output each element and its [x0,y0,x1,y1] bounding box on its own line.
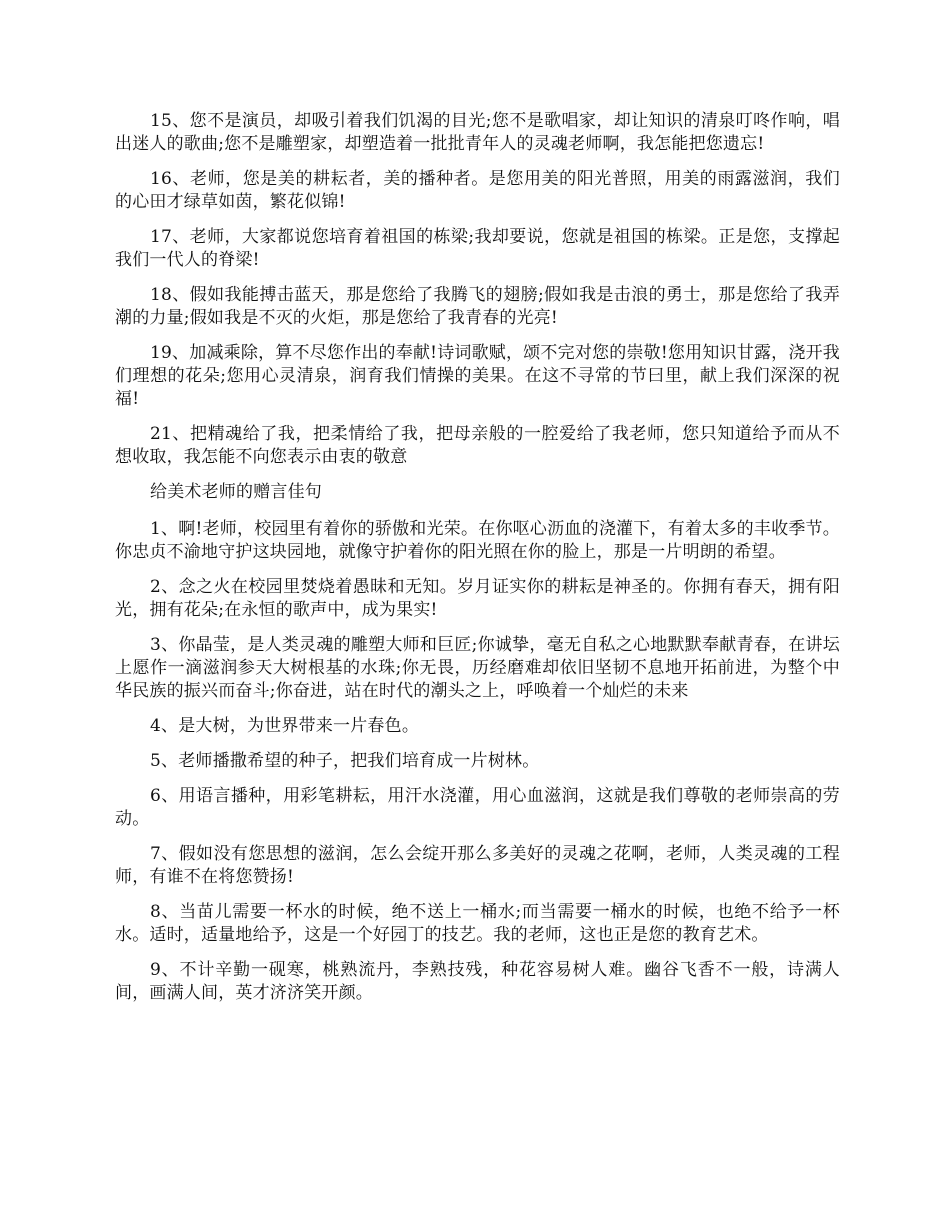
paragraph-18: 18、假如我能搏击蓝天，那是您给了我腾飞的翅膀;假如我是击浪的勇士，那是您给了我弄潮的力量;假如我是不灭的火炬，那是您给了我青春的光亮! [115,285,840,328]
paragraph-4: 4、是大树，为世界带来一片春色。 [150,716,420,736]
paragraph-21: 21、把精魂给了我，把柔情给了我，把母亲般的一腔爱给了我老师，您只知道给予而从不想收取，我怎能不向您表示由衷的敬意 [115,424,840,467]
paragraph-16: 16、老师，您是美的耕耘者，美的播种者。是您用美的阳光普照，用美的雨露滋润，我们的心田才绿草如茵，繁花似锦! [115,169,840,212]
paragraph-3: 3、你晶莹，是人类灵魂的雕塑大师和巨匠;你诚挚，毫无自私之心地默默奉献青春，在讲坛上愿作一滴滋润参天大树根基的水珠;你无畏，历经磨难却依旧坚韧不息地开拓前进，为整个中华民族的振兴而奋斗;你奋进，站在时代的潮头之上，呼唤着一个灿烂的未来 [115,635,840,701]
section-heading: 给美术老师的赠言佳句 [150,482,322,502]
paragraph-15: 15、您不是演员，却吸引着我们饥渴的目光;您不是歌唱家，却让知识的清泉叮咚作响，唱出迷人的歌曲;您不是雕塑家，却塑造着一批批青年人的灵魂老师啊，我怎能把您遗忘! [115,111,840,154]
paragraph-9: 9、不计辛勤一砚寒，桃熟流丹，李熟技残，种花容易树人难。幽谷飞香不一般，诗满人间，画满人间，英才济济笑开颜。 [115,960,840,1003]
document-body [115,110,840,1017]
paragraph-1: 1、啊!老师，校园里有着你的骄傲和光荣。在你呕心沥血的浇灌下，有着太多的丰收季节。你忠贞不渝地守护这块园地，就像守护着你的阳光照在你的脸上，那是一片明朗的希望。 [115,519,840,562]
paragraph-2: 2、念之火在校园里焚烧着愚昧和无知。岁月证实你的耕耘是神圣的。你拥有春天，拥有阳光，拥有花朵;在永恒的歌声中，成为果实! [115,577,840,620]
paragraph-19: 19、加减乘除，算不尽您作出的奉献!诗词歌赋，颂不完对您的崇敬!您用知识甘露，浇开我们理想的花朵;您用心灵清泉，润育我们情操的美果。在这不寻常的节曰里，献上我们深深的祝福! [115,343,840,409]
paragraph-7: 7、假如没有您思想的滋润，怎么会绽开那么多美好的灵魂之花啊，老师，人类灵魂的工程师，有谁不在将您赞扬! [115,844,840,887]
paragraph-8: 8、当苗儿需要一杯水的时候，绝不送上一桶水;而当需要一桶水的时候，也绝不给予一杯水。适时，适量地给予，这是一个好园丁的技艺。我的老师，这也正是您的教育艺术。 [115,902,840,945]
paragraph-5: 5、老师播撒希望的种子，把我们培育成一片树林。 [150,751,540,771]
paragraph-6: 6、用语言播种，用彩笔耕耘，用汗水浇灌，用心血滋润，这就是我们尊敬的老师崇高的劳动。 [115,786,840,829]
paragraph-17: 17、老师，大家都说您培育着祖国的栋梁;我却要说，您就是祖国的栋梁。正是您，支撑起我们一代人的脊梁! [115,227,840,270]
